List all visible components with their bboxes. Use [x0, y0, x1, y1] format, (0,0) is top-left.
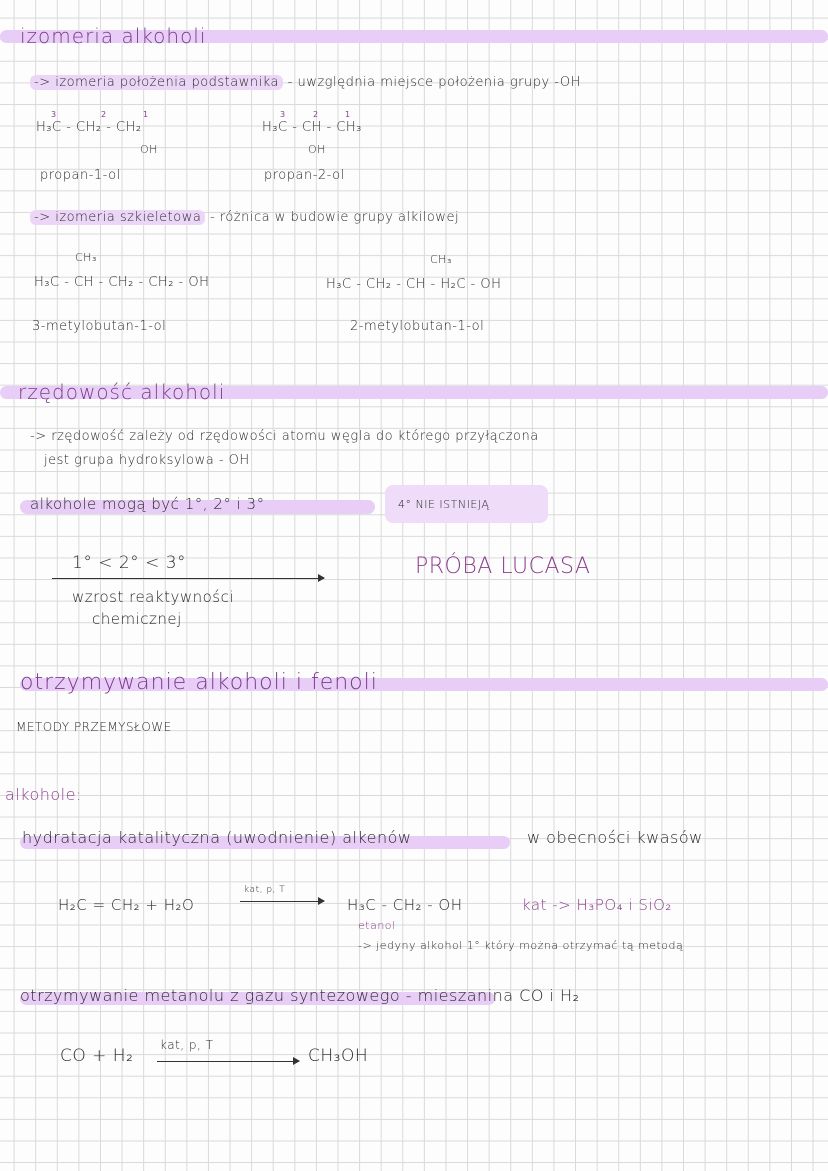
note-text: jest grupa hydroksylowa - OH — [44, 453, 250, 468]
formula-oh: OH — [308, 143, 326, 156]
carbon-number: 3 — [51, 110, 57, 119]
reactivity-order: 1° < 2° < 3° — [72, 553, 187, 573]
carbon-number: 3 — [280, 110, 286, 119]
subheading: METODY PRZEMYSŁOWE — [16, 720, 172, 734]
note-text: - różnica w budowie grupy alkilowej — [209, 210, 460, 225]
formula-branch: CH₃ — [430, 253, 452, 266]
method-condition: w obecności kwasów — [527, 828, 703, 847]
note-text: -> rzędowość zależy od rzędowości atomu węgla do którego przyłączona — [30, 429, 539, 444]
alcohol-types: alkohole mogą być 1°, 2° i 3° — [30, 495, 265, 513]
highlighted-term: -> izomeria szkieletowa — [30, 210, 205, 225]
lucas-test: PRÓBA LUCASA — [415, 554, 591, 579]
method-title — [20, 986, 579, 1005]
formula: H₃C - CH - CH₃ — [262, 120, 362, 135]
formula: H₃C - CH - CH₂ - CH₂ - OH — [34, 275, 210, 290]
section-title: otrzymywanie alkoholi i fenoli — [20, 670, 378, 695]
section-title: rzędowość alkoholi — [18, 380, 226, 404]
formula-oh: OH — [140, 143, 158, 156]
reaction-conditions: kat, p, T — [244, 885, 286, 895]
carbon-number: 2 — [101, 110, 107, 119]
reaction-arrow — [240, 901, 324, 902]
section-title: izomeria alkoholi — [20, 24, 207, 48]
formula-branch: CH₃ — [75, 251, 97, 264]
compound-name: propan-1-ol — [40, 168, 121, 183]
carbon-number: 1 — [143, 110, 149, 119]
product-name: etanol — [358, 919, 396, 932]
compound-name: propan-2-ol — [264, 168, 345, 183]
note-text: - uwzględnia miejsce położenia grupy -OH — [287, 75, 581, 90]
reaction-right: CH₃OH — [308, 1046, 369, 1066]
note-line — [30, 75, 581, 90]
subheading: alkohole: — [5, 785, 82, 804]
carbon-number: 2 — [313, 110, 319, 119]
catalyst: kat -> H₃PO₄ i SiO₂ — [522, 896, 672, 914]
arrow-label: wzrost reaktywności — [72, 588, 235, 606]
note-line — [30, 210, 459, 225]
reaction-left: CO + H₂ — [60, 1046, 134, 1066]
method-name: otrzymywanie metanolu z gazu syntezowego — [20, 986, 401, 1005]
compound-name: 2-metylobutan-1-ol — [350, 319, 485, 334]
reaction-left: H₂C = CH₂ + H₂O — [58, 896, 195, 914]
formula: H₃C - CH₂ - CH - H₂C - OH — [326, 277, 502, 292]
note-text: -> jedyny alkohol 1° który można otrzymać tą metodą — [358, 939, 684, 952]
highlighted-term: -> izomeria położenia podstawnika — [30, 75, 283, 90]
reaction-arrow — [157, 1061, 299, 1062]
arrow-label: chemicznej — [92, 610, 182, 628]
boxed-note: 4° NIE ISTNIEJĄ — [398, 498, 490, 511]
reactivity-arrow — [52, 578, 324, 579]
method-condition: - mieszanina CO i H₂ — [405, 986, 580, 1005]
reaction-right: H₃C - CH₂ - OH — [347, 896, 463, 914]
formula: H₃C - CH₂ - CH₂ — [36, 120, 142, 135]
carbon-number: 1 — [345, 110, 351, 119]
method-title: hydratacja katalityczna (uwodnienie) alkenów — [22, 828, 412, 847]
reaction-conditions: kat, p, T — [160, 1038, 214, 1052]
compound-name: 3-metylobutan-1-ol — [32, 319, 167, 334]
